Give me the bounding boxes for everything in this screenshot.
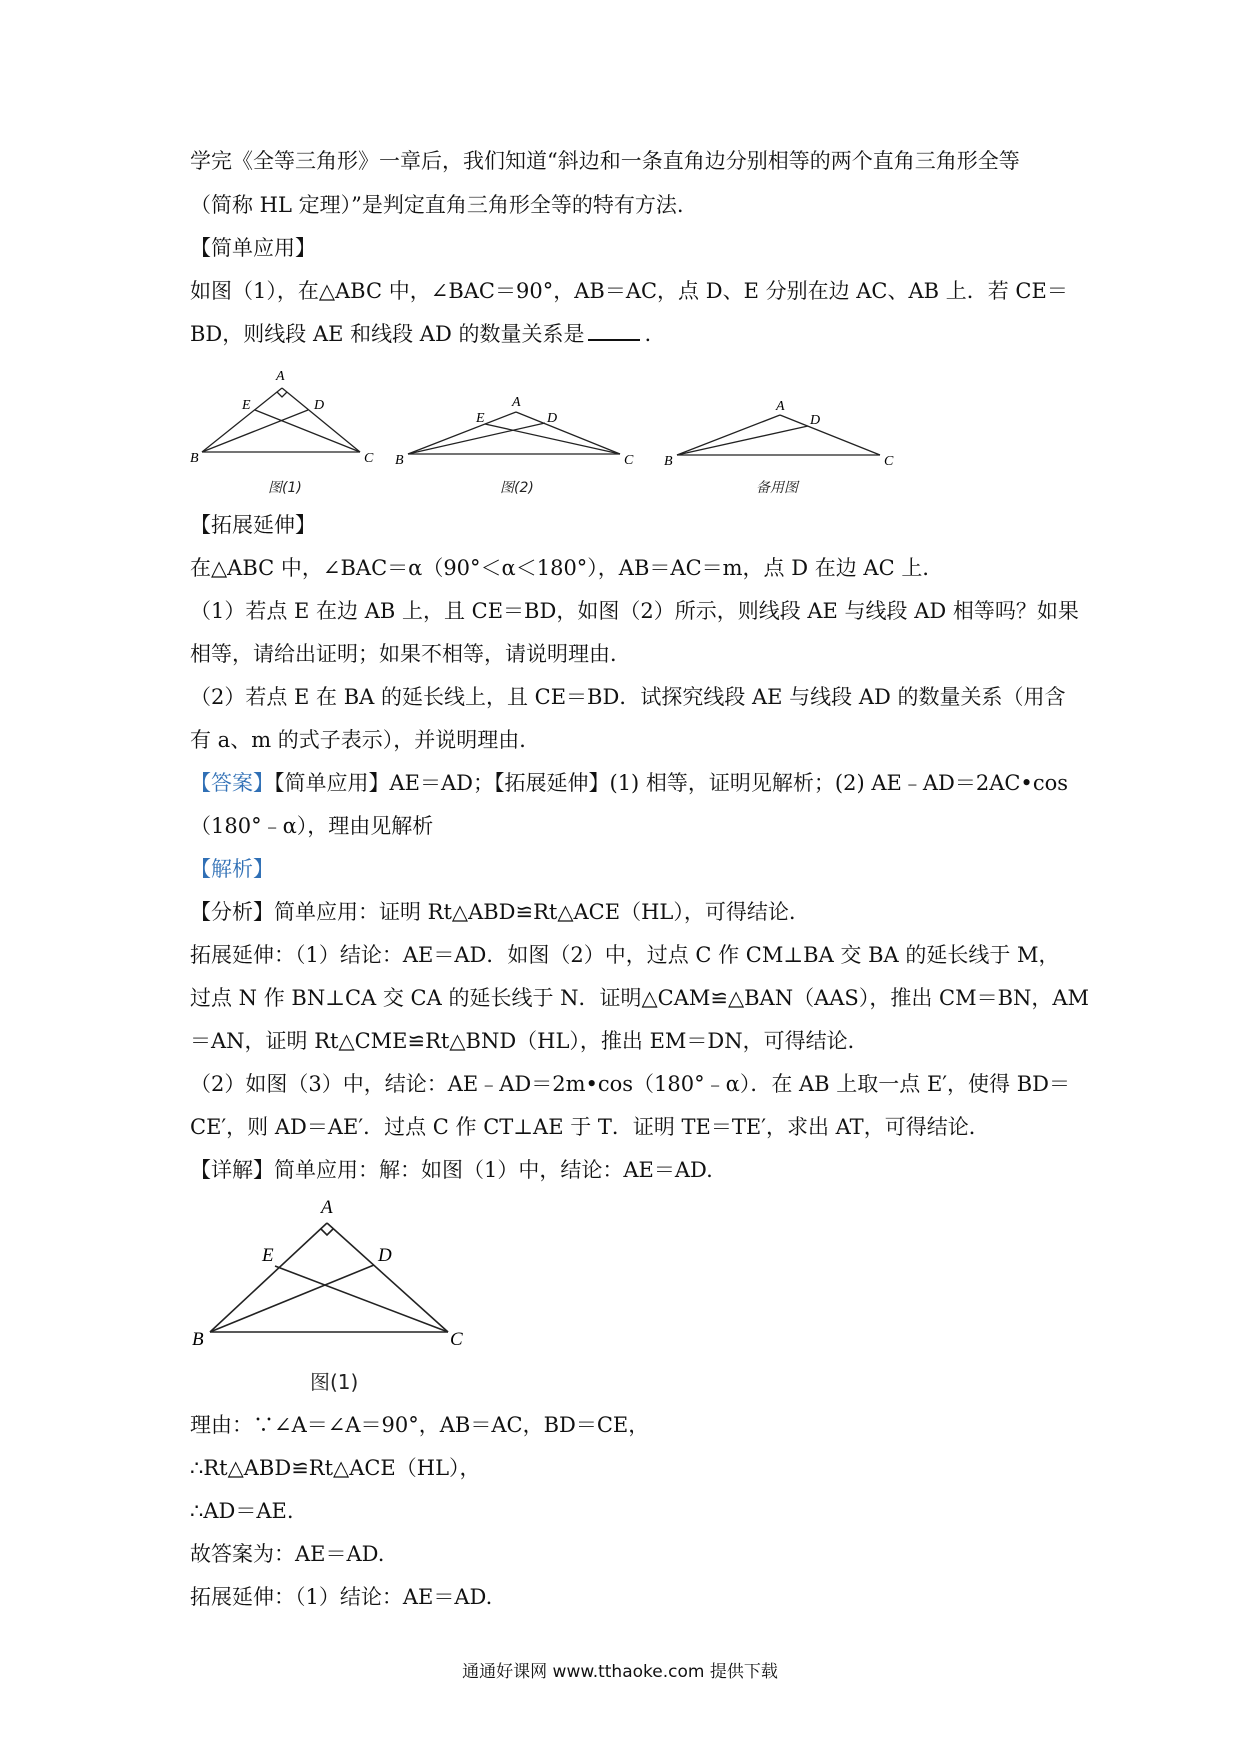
fig3-caption: 备用图 bbox=[756, 480, 798, 496]
big-figure bbox=[180, 1195, 500, 1400]
big-figure-caption: 图(1) bbox=[310, 1370, 359, 1394]
solution-line-1: 理由：∵∠A＝∠A＝90°，AB＝AC，BD＝CE， bbox=[190, 1413, 650, 1437]
fig3-label-b: B bbox=[664, 454, 673, 469]
section-simple-heading: 【简单应用】 bbox=[190, 236, 316, 260]
analysis-line-6: CE′，则 AD＝AE′．过点 C 作 CT⊥AE 于 T．证明 TE＝TE′，求出 AT，可得结论． bbox=[190, 1115, 990, 1139]
section-extend-heading: 【拓展延伸】 bbox=[190, 513, 316, 537]
page-footer: 通通好课网 www.tthaoke.com 提供下载 bbox=[462, 1662, 778, 1682]
analysis-line-2: 拓展延伸：（1）结论：AE＝AD．如图（2）中，过点 C 作 CM⊥BA 交 BA 的延长线于 M， bbox=[190, 943, 1060, 967]
figures-row bbox=[180, 360, 930, 500]
fig1-caption: 图(1) bbox=[268, 480, 302, 496]
intro-line-1: 学完《全等三角形》一章后，我们知道“斜边和一条直角边分别相等的两个直角三角形全等 bbox=[190, 149, 1020, 173]
answer-tag: 【答案】 bbox=[190, 771, 274, 795]
extend-line-5: 有 a、m 的式子表示），并说明理由． bbox=[190, 728, 541, 752]
simple-line-2 bbox=[190, 319, 1070, 349]
simple-line-2a: BD，则线段 AE 和线段 AD 的数量关系是 bbox=[190, 322, 585, 346]
analysis-line-5: （2）如图（3）中，结论：AE﹣AD＝2m•cos（180°﹣α）．在 AB 上取一点 E′，使得 BD＝ bbox=[190, 1072, 1070, 1096]
answer-text-1: 【简单应用】AE＝AD；【拓展延伸】(1) 相等，证明见解析；(2) AE﹣AD＝2AC•cos bbox=[274, 771, 1068, 795]
fig2-caption: 图(2) bbox=[500, 480, 534, 496]
solution-line-5: 拓展延伸：（1）结论：AE＝AD. bbox=[190, 1585, 493, 1609]
fig3-label-c: C bbox=[884, 454, 894, 469]
extend-line-4: （2）若点 E 在 BA 的延长线上，且 CE＝BD．试探究线段 AE 与线段 AD 的数量关系（用含 bbox=[190, 685, 1066, 709]
big-label-c: C bbox=[450, 1329, 463, 1350]
big-label-d: D bbox=[378, 1245, 392, 1266]
solution-line-3: ∴AD＝AE. bbox=[190, 1499, 294, 1523]
intro-line-2: （简称 HL 定理）”是判定直角三角形全等的特有方法. bbox=[190, 193, 684, 217]
analysis-line-7: 【详解】简单应用：解：如图（1）中，结论：AE＝AD. bbox=[190, 1158, 713, 1182]
answer-blank bbox=[588, 319, 640, 341]
analysis-line-1: 【分析】简单应用：证明 Rt△ABD≌Rt△ACE（HL），可得结论. bbox=[190, 900, 796, 924]
fig3-label-d: D bbox=[810, 413, 821, 428]
extend-line-3: 相等，请给出证明；如果不相等，请说明理由． bbox=[190, 642, 631, 666]
fig2-label-e: E bbox=[476, 411, 485, 426]
fig2-label-a: A bbox=[512, 395, 521, 410]
big-label-a: A bbox=[321, 1197, 333, 1218]
fig1-label-e: E bbox=[242, 398, 251, 413]
answer-line-1 bbox=[190, 768, 1070, 798]
figure-1 bbox=[202, 388, 360, 452]
fig1-label-c: C bbox=[364, 451, 374, 466]
fig1-label-d: D bbox=[314, 398, 325, 413]
simple-line-2b: . bbox=[644, 322, 652, 346]
fig1-label-b: B bbox=[190, 451, 199, 466]
fig2-label-b: B bbox=[395, 453, 404, 468]
answer-line-2: （180°﹣α），理由见解析 bbox=[190, 814, 434, 838]
solution-line-2: ∴Rt△ABD≌Rt△ACE（HL）， bbox=[190, 1456, 481, 1480]
extend-line-1: 在△ABC 中，∠BAC＝α（90°＜α＜180°），AB＝AC＝m，点 D 在边 AC 上． bbox=[190, 556, 944, 580]
extend-line-2: （1）若点 E 在边 AB 上，且 CE＝BD，如图（2）所示，则线段 AE 与线段 AD 相等吗？如果 bbox=[190, 599, 1079, 623]
fig2-label-d: D bbox=[547, 411, 558, 426]
fig3-label-a: A bbox=[776, 399, 785, 414]
analysis-line-4: ＝AN，证明 Rt△CME≌Rt△BND（HL），推出 EM＝DN，可得结论． bbox=[190, 1029, 869, 1053]
simple-line-1: 如图（1），在△ABC 中，∠BAC＝90°，AB＝AC，点 D、E 分别在边 AC、AB 上．若 CE＝ bbox=[190, 279, 1068, 303]
analysis-line-3: 过点 N 作 BN⊥CA 交 CA 的延长线于 N．证明△CAM≌△BAN（AAS），推出 CM＝BN，AM bbox=[190, 986, 1090, 1010]
solution-line-4: 故答案为：AE＝AD. bbox=[190, 1542, 385, 1566]
figure-backup bbox=[677, 415, 880, 455]
analysis-tag: 【解析】 bbox=[190, 857, 274, 881]
big-label-e: E bbox=[262, 1245, 274, 1266]
fig1-label-a: A bbox=[276, 369, 285, 384]
fig2-label-c: C bbox=[624, 453, 634, 468]
figure-2 bbox=[408, 412, 620, 454]
big-label-b: B bbox=[192, 1329, 204, 1350]
